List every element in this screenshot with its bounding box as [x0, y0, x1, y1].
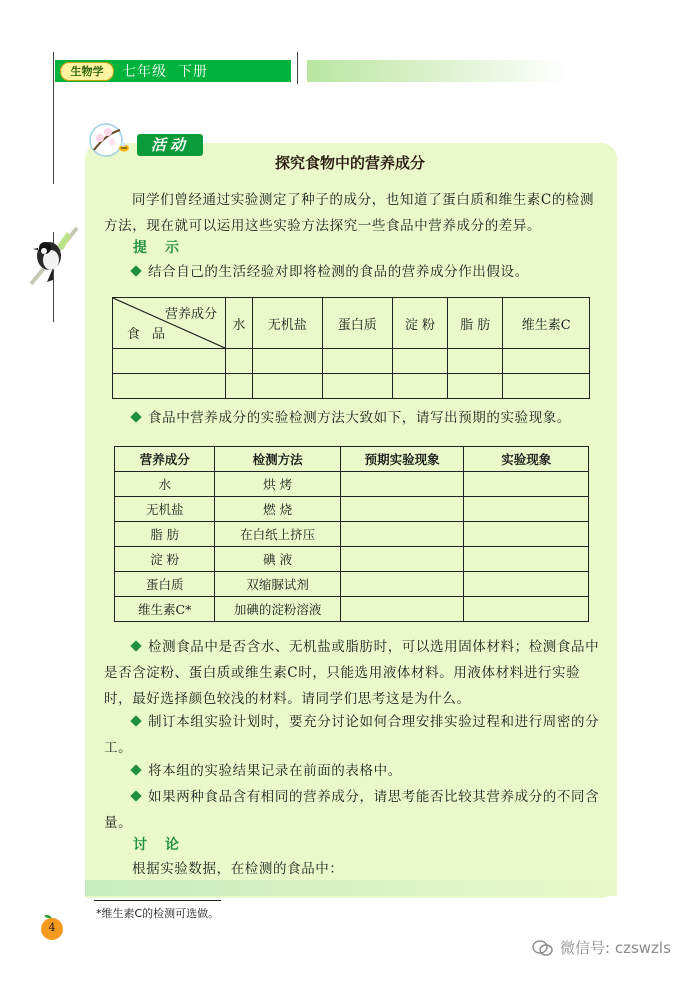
column-header: 维生素C	[503, 298, 590, 349]
activity-title: 探究食物中的营养成分	[274, 154, 425, 172]
wechat-icon	[532, 939, 554, 957]
table-row: 水 烘 烤	[115, 472, 589, 497]
column-header: 蛋白质	[322, 298, 392, 349]
table-row: 淀 粉 碘 液	[115, 547, 589, 572]
column-header: 营养成分	[115, 447, 215, 472]
bullet-item: 检测食品中是否含水、无机盐或脂肪时，可以选用固体材料；检测食品中是否含淀粉、蛋白质或维生素C时，只能选用液体材料。用液体材料进行实验时，最好选择颜色较浅的材料。请同学们思考这是为什么。	[104, 639, 600, 707]
table-row: 维生素C* 加碘的淀粉溶液	[115, 597, 589, 622]
bullet-item: 食品中营养成分的实验检测方法大致如下，请写出预期的实验现象。	[104, 405, 604, 431]
bird-icon	[27, 224, 81, 286]
column-header: 预期实验现象	[340, 447, 464, 472]
diagonal-header-cell	[113, 298, 226, 349]
bullet-item: 结合自己的生活经验对即将检测的食品的营养成分作出假设。	[104, 259, 604, 285]
table-row: 无机盐 燃 烧	[115, 497, 589, 522]
column-header: 实验现象	[464, 447, 589, 472]
corner-top-label: 营养成分	[164, 307, 217, 322]
page-number: 4	[38, 913, 66, 941]
header-gradient-bar	[307, 60, 567, 82]
column-header: 水	[226, 298, 253, 349]
table-row: 蛋白质 双缩脲试剂	[115, 572, 589, 597]
footnote-rule	[94, 900, 221, 901]
grade-label: 七年级 下册	[122, 64, 208, 80]
footnote: *维生素C的检测可选做。	[96, 907, 220, 920]
activity-tag: 活动	[137, 134, 203, 156]
diamond-bullet-icon	[130, 265, 141, 276]
diamond-bullet-icon	[130, 790, 141, 801]
bullet-item: 如果两种食品含有相同的营养成分，请思考能否比较其营养成分的不同含量。	[104, 789, 600, 831]
diamond-bullet-icon	[130, 715, 141, 726]
header-separator	[297, 52, 298, 84]
subject-badge: 生物学	[60, 62, 114, 81]
discussion-heading: 讨论	[133, 837, 197, 853]
discussion-text: 根据实验数据，在检测的食品中：	[132, 861, 344, 877]
panel-bottom-strip	[85, 880, 617, 896]
intro-paragraph: 同学们曾经通过实验测定了种子的成分，也知道了蛋白质和维生素C的检测方法，现在就可以运用这些实验方法探究一些食品中营养成分的差异。	[104, 192, 595, 234]
bullet-item: 制订本组实验计划时，要充分讨论如何合理安排实验过程和进行周密的分工。	[104, 714, 600, 756]
bullet-item: 将本组的实验结果记录在前面的表格中。	[104, 758, 604, 784]
detection-method-table	[114, 446, 589, 622]
column-header: 淀 粉	[392, 298, 447, 349]
table-row: 脂 肪 在白纸上挤压	[115, 522, 589, 547]
diamond-bullet-icon	[130, 411, 141, 422]
table-header-row	[115, 447, 589, 472]
table-header-row	[113, 298, 590, 349]
table-row	[113, 349, 590, 374]
tips-heading: 提示	[133, 240, 197, 256]
watermark: 微信号: czswzls	[532, 937, 671, 958]
column-header: 脂 肪	[448, 298, 503, 349]
diamond-bullet-icon	[130, 764, 141, 775]
table-row	[113, 374, 590, 399]
diamond-bullet-icon	[130, 640, 141, 651]
column-header: 无机盐	[252, 298, 322, 349]
corner-bottom-label: 食品	[127, 327, 178, 342]
column-header: 检测方法	[215, 447, 341, 472]
food-nutrient-table	[112, 297, 590, 399]
